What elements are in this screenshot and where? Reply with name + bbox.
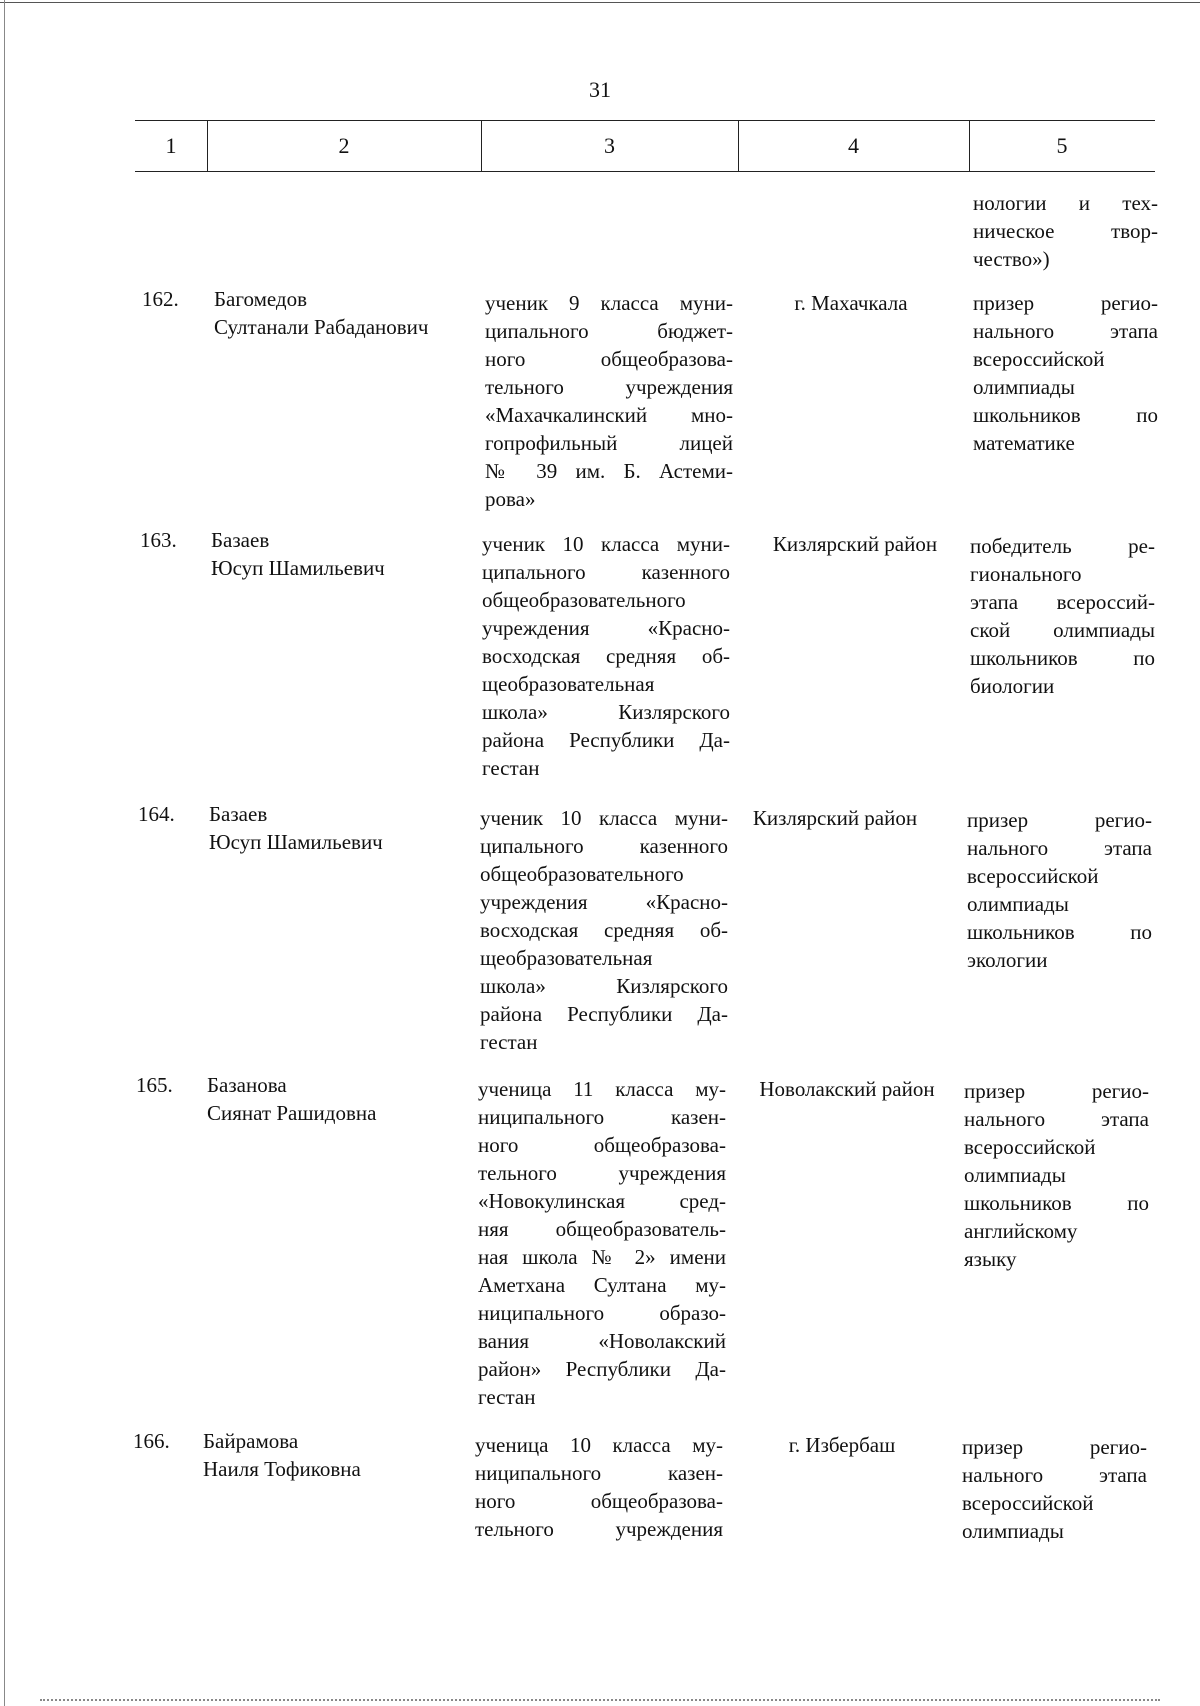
- award-line: гионального: [970, 562, 1082, 586]
- award-line: всероссийской: [962, 1491, 1094, 1515]
- org-line: восходская средняя об-: [482, 644, 730, 668]
- header-col-2: 2: [338, 133, 350, 158]
- award-text: [970, 532, 1155, 700]
- page-top-edge: [0, 2, 1200, 3]
- school-description: [478, 1075, 726, 1411]
- org-line: гопрофильный лицей: [485, 431, 733, 455]
- org-line: ниципального казен-: [478, 1105, 726, 1129]
- org-line: восходская средняя об-: [480, 918, 728, 942]
- org-line: гестан: [478, 1385, 536, 1409]
- surname: Багомедов: [214, 287, 308, 311]
- award-line: олимпиады: [962, 1519, 1064, 1543]
- student-name: [203, 1427, 463, 1483]
- award-line: призер регио-: [967, 808, 1152, 832]
- student-name: [209, 800, 469, 856]
- org-line: щеобразовательная: [480, 946, 653, 970]
- org-line: Аметхана Султана му-: [478, 1273, 726, 1297]
- award-line: призер регио-: [973, 291, 1158, 315]
- org-line: ниципального казен-: [475, 1461, 723, 1485]
- award-line: призер регио-: [964, 1079, 1149, 1103]
- page-number: 31: [589, 77, 611, 102]
- award-line: языку: [964, 1247, 1017, 1271]
- award-line: нального этапа: [964, 1107, 1149, 1131]
- row-number: 163.: [140, 528, 177, 552]
- org-line: ученик 9 класса муни-: [485, 291, 733, 315]
- award-line: олимпиады: [964, 1163, 1066, 1187]
- surname: Байрамова: [203, 1429, 299, 1453]
- given-names: Юсуп Шамильевич: [211, 556, 385, 580]
- row-number: 162.: [142, 287, 179, 311]
- org-line: тельного учреждения: [475, 1517, 723, 1541]
- award-text: [964, 1077, 1149, 1273]
- award-line: ской олимпиады: [970, 618, 1155, 642]
- org-line: района Республики Да-: [480, 1002, 728, 1026]
- surname: Базаев: [209, 802, 268, 826]
- award-text: [967, 806, 1152, 974]
- org-line: район» Республики Да-: [478, 1357, 726, 1381]
- org-line: «Новокулинская сред-: [478, 1189, 726, 1213]
- student-name: [207, 1071, 467, 1127]
- municipality: Кизлярский район: [772, 532, 938, 556]
- row-number: 166.: [133, 1429, 170, 1453]
- award-line: победитель ре-: [970, 534, 1155, 558]
- school-description: [475, 1431, 723, 1543]
- org-line: ного общеобразова-: [485, 347, 733, 371]
- given-names: Султанали Рабаданович: [214, 315, 429, 339]
- page-bottom-edge: [40, 1699, 1160, 1701]
- org-line: тельного учреждения: [478, 1161, 726, 1185]
- table-header: [135, 120, 1155, 172]
- org-line: учреждения «Красно-: [482, 616, 730, 640]
- header-col-1: 1: [165, 133, 177, 158]
- award-line: нального этапа: [967, 836, 1152, 860]
- given-names: Сиянат Рашидовна: [207, 1101, 377, 1125]
- award-line: нального этапа: [973, 319, 1158, 343]
- org-line: тельного учреждения: [485, 375, 733, 399]
- municipality: Кизлярский район: [752, 806, 918, 830]
- org-line: учреждения «Красно-: [480, 890, 728, 914]
- award-line: математике: [973, 431, 1075, 455]
- award-line: всероссийской: [964, 1135, 1096, 1159]
- municipality: г. Избербаш: [788, 1433, 896, 1457]
- header-col-4: 4: [848, 133, 859, 158]
- org-line: гестан: [480, 1030, 538, 1054]
- school-description: [482, 530, 730, 782]
- org-line: школа» Кизлярского: [482, 700, 730, 724]
- org-line: района Республики Да-: [482, 728, 730, 752]
- award-line: этапа всероссий-: [970, 590, 1155, 614]
- award-text: [973, 289, 1158, 457]
- org-line: ученик 10 класса муни-: [482, 532, 730, 556]
- row-number: 164.: [138, 802, 175, 826]
- org-line: няя общеобразователь-: [478, 1217, 726, 1241]
- award-line: школьников по: [964, 1191, 1149, 1215]
- row-number: 165.: [136, 1073, 173, 1097]
- award-line: биологии: [970, 674, 1055, 698]
- carryover-award: [973, 189, 1158, 273]
- org-line: ная школа № 2» имени: [478, 1245, 726, 1269]
- school-description: [480, 804, 728, 1056]
- org-line: школа» Кизлярского: [480, 974, 728, 998]
- given-names: Наиля Тофиковна: [203, 1457, 361, 1481]
- page-left-edge: [4, 0, 5, 1706]
- org-line: рова»: [485, 487, 536, 511]
- org-line: общеобразовательного: [480, 862, 684, 886]
- org-line: ного общеобразова-: [475, 1489, 723, 1513]
- surname: Базаев: [211, 528, 270, 552]
- org-line: ученик 10 класса муни-: [480, 806, 728, 830]
- municipality: г. Махачкала: [794, 291, 908, 315]
- award-line: школьников по: [967, 920, 1152, 944]
- org-line: вания «Новолакский: [478, 1329, 726, 1353]
- given-names: Юсуп Шамильевич: [209, 830, 383, 854]
- carryover-award-line: нологии и тех-: [973, 191, 1158, 215]
- org-line: № 39 им. Б. Астеми-: [485, 459, 733, 483]
- student-name: [211, 526, 471, 582]
- header-col-3: 3: [604, 133, 615, 158]
- award-line: всероссийской: [967, 864, 1099, 888]
- school-description: [485, 289, 733, 513]
- award-line: олимпиады: [973, 375, 1075, 399]
- award-line: призер регио-: [962, 1435, 1147, 1459]
- award-text: [962, 1433, 1147, 1545]
- carryover-award-line: ническое твор-: [973, 219, 1158, 243]
- student-name: [214, 285, 474, 341]
- org-line: ципального бюджет-: [485, 319, 733, 343]
- org-line: ученица 10 класса му-: [475, 1433, 723, 1457]
- award-line: школьников по: [970, 646, 1155, 670]
- org-line: общеобразовательного: [482, 588, 686, 612]
- municipality: Новолакский район: [759, 1077, 935, 1101]
- org-line: «Махачкалинский мно-: [485, 403, 733, 427]
- org-line: ниципального образо-: [478, 1301, 726, 1325]
- award-line: экологии: [967, 948, 1048, 972]
- award-line: школьников по: [973, 403, 1158, 427]
- award-line: олимпиады: [967, 892, 1069, 916]
- org-line: ципального казенного: [480, 834, 728, 858]
- surname: Базанова: [207, 1073, 287, 1097]
- org-line: щеобразовательная: [482, 672, 655, 696]
- org-line: ученица 11 класса му-: [478, 1077, 726, 1101]
- carryover-award-line: чество»): [973, 247, 1050, 271]
- org-line: ципального казенного: [482, 560, 730, 584]
- header-col-5: 5: [1056, 133, 1068, 158]
- org-line: ного общеобразова-: [478, 1133, 726, 1157]
- award-line: английскому: [964, 1219, 1078, 1243]
- award-line: нального этапа: [962, 1463, 1147, 1487]
- org-line: гестан: [482, 756, 540, 780]
- award-line: всероссийской: [973, 347, 1105, 371]
